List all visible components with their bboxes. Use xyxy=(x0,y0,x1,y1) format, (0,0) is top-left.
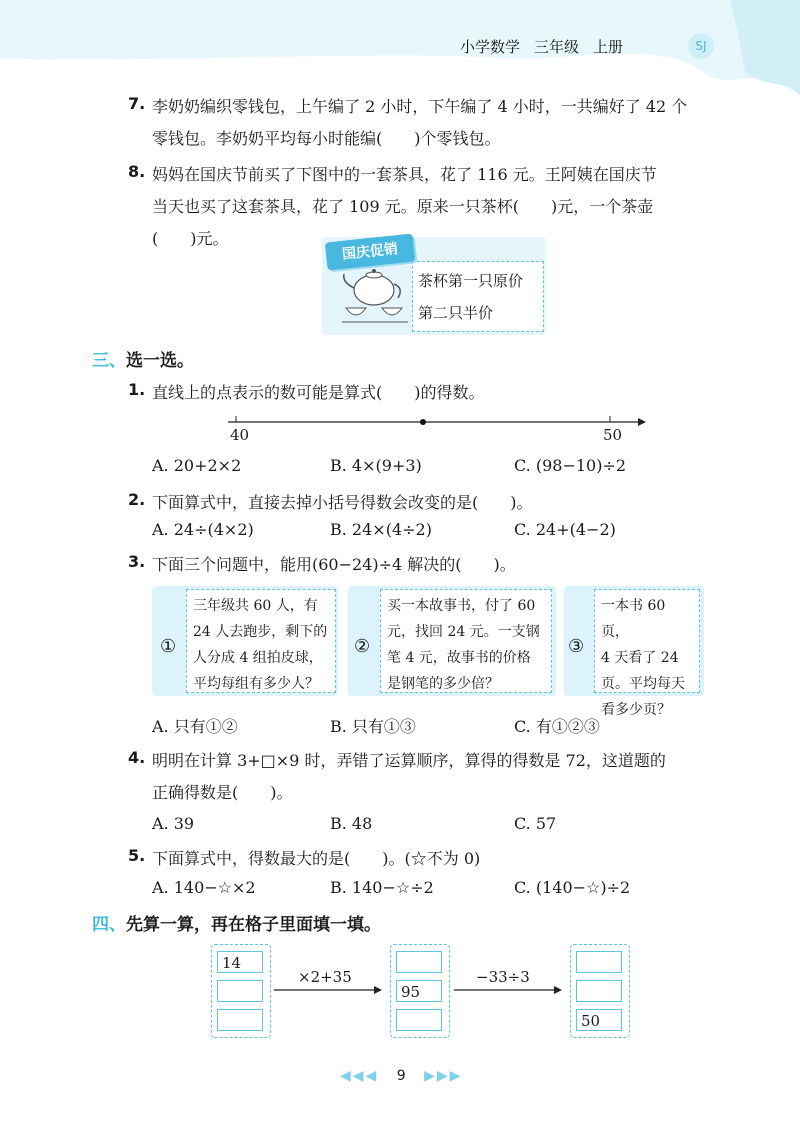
problem3-line4: 看多少页？ xyxy=(601,702,671,718)
operation-2-label: −33÷3 xyxy=(476,968,530,986)
c4-line1: 明明在计算 3+□×9 时，弄错了运算顺序，算得的得数是 72，这道题的 xyxy=(152,751,666,770)
operation-1-arrow xyxy=(272,984,384,996)
problem3-card xyxy=(594,589,700,718)
q8-number: 8. xyxy=(128,162,146,181)
header-title xyxy=(460,36,637,57)
number-line-point xyxy=(420,419,426,425)
problem1-line3: 人分成 4 组拍皮球， xyxy=(193,650,323,666)
operation-2-arrow xyxy=(452,984,564,996)
problem3-mark: ③ xyxy=(568,636,585,657)
header-subject: 小学数学 xyxy=(460,38,521,56)
teapot-icon xyxy=(340,262,410,332)
problem3-line1: 一本书 60 页， xyxy=(601,598,666,640)
c2-number: 2. xyxy=(128,490,146,509)
problem1-line2: 24 人去跑步，剩下的 xyxy=(193,624,328,640)
c1-text: 直线上的点表示的数可能是算式( )的得数。 xyxy=(152,383,485,402)
grid-c2-cell1[interactable] xyxy=(396,951,442,973)
promo-badge: 国庆促销 xyxy=(325,233,415,270)
problem2-line3: 笔 4 元，故事书的价格 xyxy=(387,650,531,666)
c3-option-b[interactable]: B. 只有①③ xyxy=(330,717,416,736)
c4-number: 4. xyxy=(128,748,146,767)
c4-line2: 正确得数是( )。 xyxy=(152,783,293,802)
page-footer xyxy=(340,1068,462,1084)
series-badge: SJ xyxy=(688,33,714,59)
c2-option-b[interactable]: B. 24×(4÷2) xyxy=(330,520,432,539)
c4-option-a[interactable]: A. 39 xyxy=(152,814,195,833)
c3-number: 3. xyxy=(128,552,146,571)
q7-number: 7. xyxy=(128,94,146,113)
number-line xyxy=(220,410,650,444)
grid-column-3 xyxy=(570,944,630,1038)
section3-heading xyxy=(92,346,194,371)
problem2-mark: ② xyxy=(354,636,371,657)
problem2-card xyxy=(380,589,552,693)
q8-line3: ( )元。 xyxy=(152,229,229,248)
grid-c3-cell2[interactable] xyxy=(576,980,622,1002)
header-volume: 上册 xyxy=(593,38,624,56)
problem3-line2: 4 天看了 24 xyxy=(601,650,679,666)
c5-option-b[interactable]: B. 140−☆÷2 xyxy=(330,878,434,897)
footer-right-arrows: ▶▶▶ xyxy=(424,1068,463,1084)
c4-option-b[interactable]: B. 48 xyxy=(330,814,373,833)
q8-line1: 妈妈在国庆节前买了下图中的一套茶具，花了 116 元。王阿姨在国庆节 xyxy=(152,165,657,184)
grid-c2-cell2[interactable]: 95 xyxy=(396,980,442,1002)
c2-option-c[interactable]: C. 24+(4−2) xyxy=(514,520,616,539)
c1-option-b[interactable]: B. 4×(9+3) xyxy=(330,456,422,475)
number-line-arrow xyxy=(638,418,646,426)
q7-line1: 李奶奶编织零钱包，上午编了 2 小时，下午编了 4 小时，一共编好了 42 个 xyxy=(152,97,688,116)
c3-option-c[interactable]: C. 有①②③ xyxy=(514,717,600,736)
problem2-line1: 买一本故事书，付了 60 xyxy=(387,598,536,614)
problem2-line4: 是钢笔的多少倍？ xyxy=(387,676,499,692)
q7-line2: 零钱包。李奶奶平均每小时能编( )个零钱包。 xyxy=(152,129,501,148)
operation-1-label: ×2+35 xyxy=(298,968,352,986)
grid-c3-cell3[interactable]: 50 xyxy=(576,1009,622,1031)
problem1-line4: 平均每组有多少人？ xyxy=(193,676,319,692)
c3-option-a[interactable]: A. 只有①② xyxy=(152,717,238,736)
axis-label-right: 50 xyxy=(603,426,623,444)
c5-option-c[interactable]: C. (140−☆)÷2 xyxy=(514,878,631,897)
footer-left-arrows: ◀◀◀ xyxy=(340,1068,379,1084)
grid-column-1 xyxy=(211,944,271,1038)
problem1-line1: 三年级共 60 人，有 xyxy=(193,598,318,614)
section3-title: 选一选。 xyxy=(126,351,194,371)
section4-label: 四、 xyxy=(92,915,126,935)
grid-column-2 xyxy=(390,944,450,1038)
problem3-line3: 页。平均每天 xyxy=(601,676,685,692)
axis-label-left: 40 xyxy=(230,426,250,444)
c1-number: 1. xyxy=(128,380,146,399)
promo-line2: 第二只半价 xyxy=(418,304,494,322)
c1-option-c[interactable]: C. (98−10)÷2 xyxy=(514,456,627,475)
grid-c2-cell3[interactable] xyxy=(396,1009,442,1031)
promo-line1: 茶杯第一只原价 xyxy=(418,272,524,290)
c2-text: 下面算式中，直接去掉小括号得数会改变的是( )。 xyxy=(152,493,533,512)
section4-title: 先算一算，再在格子里面填一填。 xyxy=(126,915,381,935)
grid-c1-cell1[interactable]: 14 xyxy=(217,951,263,973)
problem1-card xyxy=(186,589,336,693)
c5-number: 5. xyxy=(128,846,146,865)
c5-option-a[interactable]: A. 140−☆×2 xyxy=(152,878,256,897)
c5-text: 下面算式中，得数最大的是( )。(☆不为 0) xyxy=(152,849,481,868)
c1-option-a[interactable]: A. 20+2×2 xyxy=(152,456,242,475)
grid-c1-cell2[interactable] xyxy=(217,980,263,1002)
page-number: 9 xyxy=(396,1068,406,1084)
c4-option-c[interactable]: C. 57 xyxy=(514,814,557,833)
c2-option-a[interactable]: A. 24÷(4×2) xyxy=(152,520,254,539)
problem1-mark: ① xyxy=(160,636,177,657)
c3-text: 下面三个问题中，能用(60−24)÷4 解决的( )。 xyxy=(152,555,516,574)
header-grade: 三年级 xyxy=(534,38,580,56)
grid-c3-cell1[interactable] xyxy=(576,951,622,973)
grid-c1-cell3[interactable] xyxy=(217,1009,263,1031)
problem2-line2: 元，找回 24 元。一支钢 xyxy=(387,624,540,640)
q8-line2: 当天也买了这套茶具，花了 109 元。原来一只茶杯( )元，一个茶壶 xyxy=(152,197,654,216)
section4-heading xyxy=(92,910,381,935)
section3-label: 三、 xyxy=(92,351,126,371)
